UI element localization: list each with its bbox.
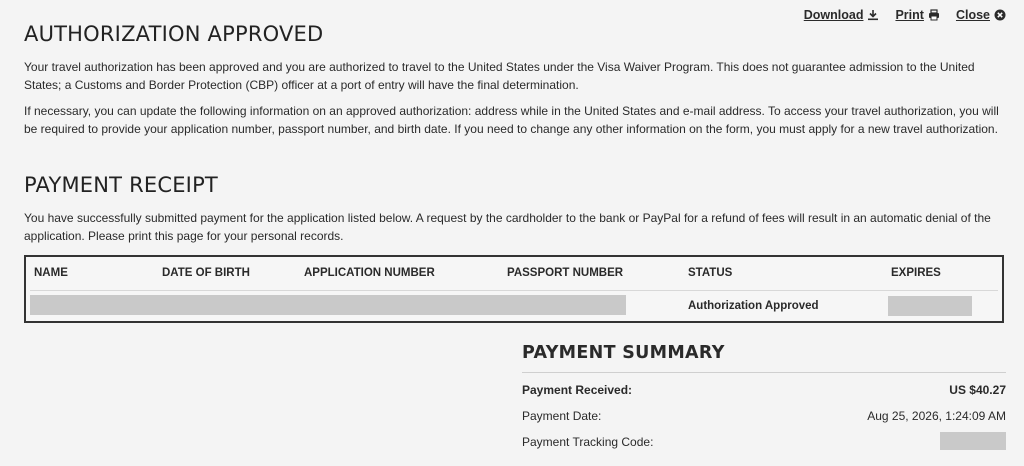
- application-table: [24, 255, 1004, 323]
- summary-row-tracking-code: [522, 435, 1006, 449]
- redacted-expiry-date: [888, 296, 972, 316]
- download-label: Download: [803, 8, 864, 22]
- summary-value: Aug 25, 2026, 1:24:09 AM: [867, 409, 1006, 423]
- table-divider: [30, 290, 998, 291]
- receipt-title: PAYMENT RECEIPT: [24, 173, 218, 197]
- toolbar: [804, 8, 1006, 22]
- summary-title: PAYMENT SUMMARY: [522, 343, 725, 363]
- summary-divider: [522, 372, 1006, 373]
- status-value: Authorization Approved: [688, 300, 819, 312]
- download-link[interactable]: [804, 8, 880, 22]
- summary-value: US $40.27: [949, 383, 1006, 397]
- close-link[interactable]: [956, 8, 1006, 22]
- receipt-paragraph: You have successfully submitted payment for the application listed below. A request by the cardholder to the bank or PayPal for a refund of fees will result in an automatic denial of the application. Please print this page for your personal records.: [24, 211, 991, 243]
- header-passport-number: PASSPORT NUMBER: [507, 267, 624, 279]
- summary-label: Payment Date:: [522, 409, 602, 423]
- header-name: NAME: [34, 267, 68, 279]
- authorization-title: AUTHORIZATION APPROVED: [24, 22, 324, 46]
- summary-label: Payment Tracking Code:: [522, 435, 654, 449]
- printer-icon: [928, 9, 940, 21]
- header-application-number: APPLICATION NUMBER: [304, 267, 435, 279]
- summary-label: Payment Received:: [522, 383, 633, 397]
- summary-row-received: [522, 383, 1006, 397]
- authorization-paragraph-2: If necessary, you can update the following information on an approved authorization: address while in the United States and e-mail address. To access your travel authorization, you will be required to provide your application number, passport number, and birth date. If you need to change any other information on the form, you must apply for a new travel authorization.: [24, 104, 999, 136]
- close-circle-icon: [994, 9, 1006, 21]
- redacted-tracking-code: [940, 432, 1006, 450]
- print-label: Print: [895, 8, 924, 22]
- close-label: Close: [955, 8, 990, 22]
- redacted-applicant-details: [30, 295, 626, 315]
- print-link[interactable]: [895, 8, 939, 22]
- download-icon: [867, 9, 879, 21]
- header-status: STATUS: [688, 267, 733, 279]
- header-date-of-birth: DATE OF BIRTH: [162, 267, 250, 279]
- summary-row-date: [522, 409, 1006, 423]
- authorization-paragraph-1: Your travel authorization has been approved and you are authorized to travel to the United States under the Visa Waiver Program. This does not guarantee admission to the United States; a Customs and Border Protection (CBP) officer at a port of entry will have the final determination.: [24, 60, 975, 92]
- header-expires: EXPIRES: [891, 267, 941, 279]
